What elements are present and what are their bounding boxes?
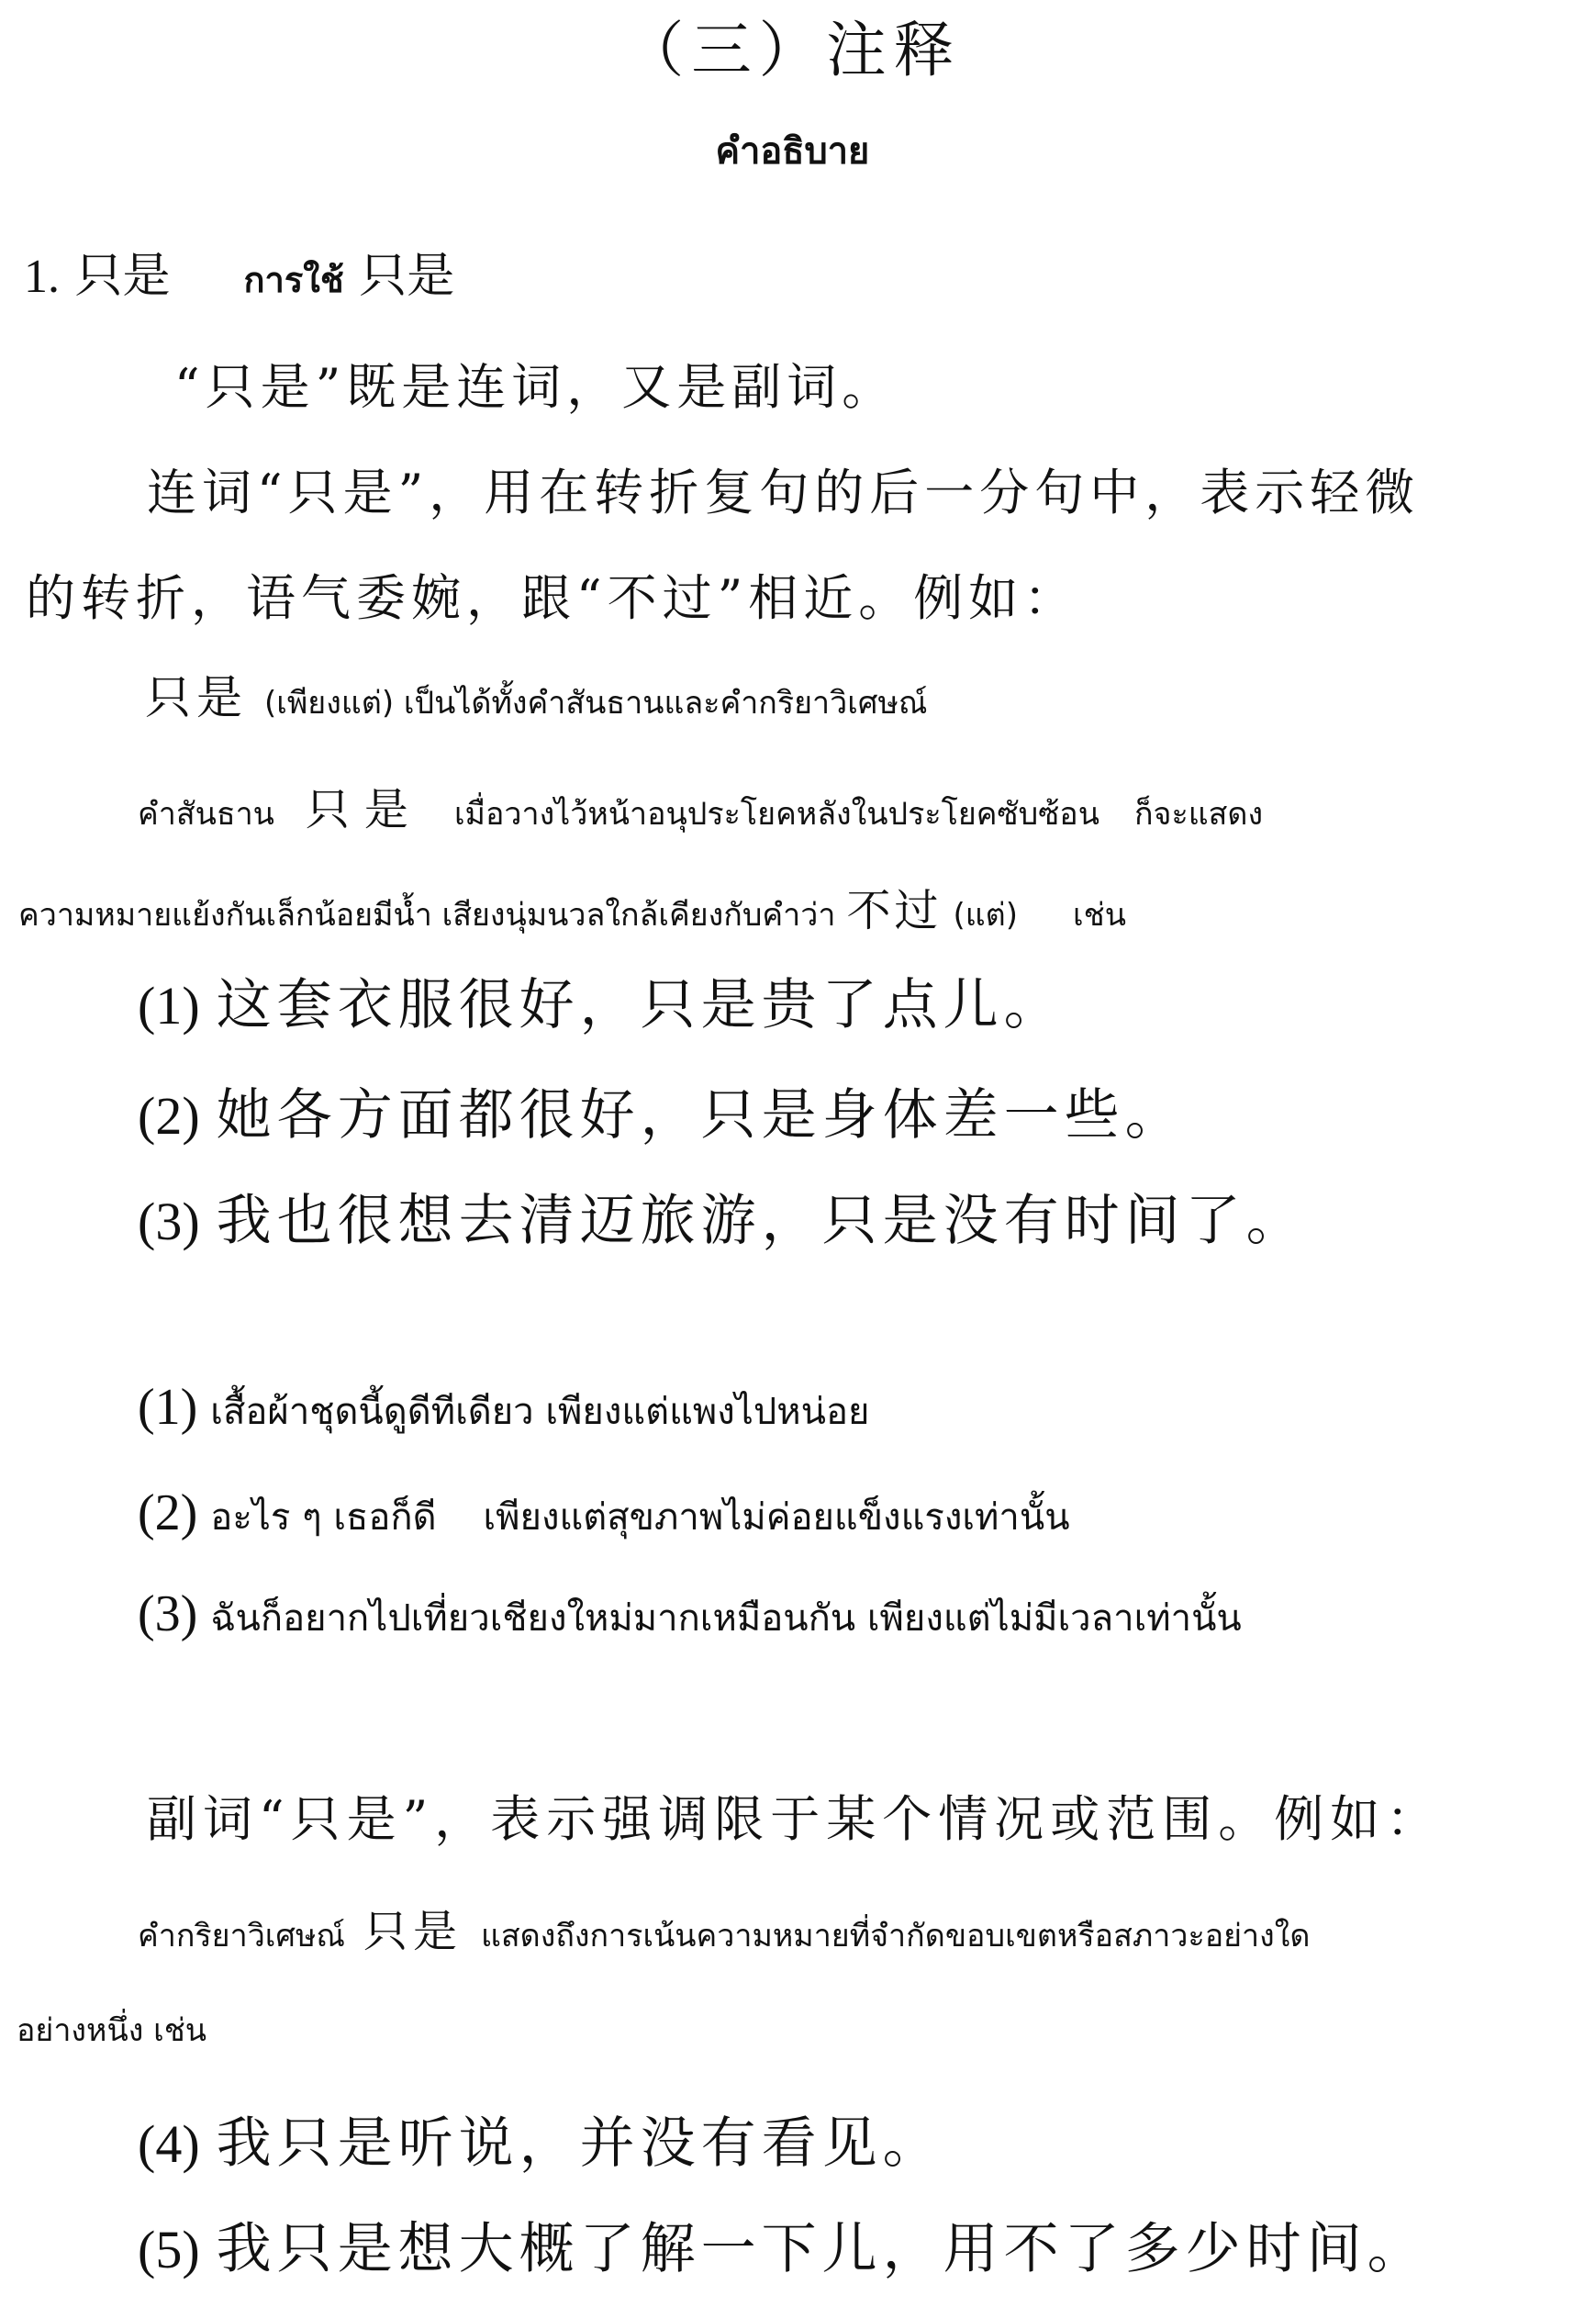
translation-sentence xyxy=(138,1484,1070,1541)
example-number: (5) xyxy=(138,2220,200,2279)
thai-text: คำกริยาวิเศษณ์ xyxy=(138,1918,345,1954)
section-thai-label: การใช้ xyxy=(243,260,344,300)
example-sentence xyxy=(138,1083,1186,1148)
thai-text: ความหมายแย้งกันเล็กน้อยมีน้ำ เสียงนุ่มนวลใกล้เคียงกับคำว่า xyxy=(18,897,836,934)
term-inline: 只是 xyxy=(363,1906,463,1957)
translation-text: ฉันก็อยากไปเที่ยวเชียงใหม่มากเหมือนกัน เพียงแต่ไม่มีเวลาเท่านั้น xyxy=(210,1597,1242,1640)
example-number: (4) xyxy=(138,2114,200,2174)
thai-note-adverb-line1 xyxy=(138,1906,1311,1957)
translation-sentence xyxy=(138,1379,870,1436)
thai-note-definition xyxy=(145,671,928,724)
translation-sentence xyxy=(138,1585,1242,1642)
paragraph-intro: “只是”既是连词，又是副词。 xyxy=(174,358,898,416)
example-sentence xyxy=(138,973,1065,1037)
term-inline: 只是 xyxy=(145,671,248,724)
thai-definition-text: (เพียงแต่) เป็นได้ทั้งคำสันธานและคำกริยาวิเศษณ์ xyxy=(264,685,928,722)
thai-text: แสดงถึงการเน้นความหมายที่จำกัดขอบเขตหรือสภาวะอย่างใด xyxy=(480,1918,1311,1954)
translation-number: (3) xyxy=(138,1585,198,1642)
example-sentence xyxy=(138,2111,943,2176)
thai-note-conjunction-line2 xyxy=(18,885,1126,936)
section-number: 1. xyxy=(24,251,60,303)
thai-text: (แต่) xyxy=(953,897,1018,934)
example-text: 她各方面都很好，只是身体差一些。 xyxy=(216,1083,1186,1148)
example-number: (3) xyxy=(138,1192,200,1251)
thai-text: ก็จะแสดง xyxy=(1133,796,1264,833)
example-text: 这套衣服很好，只是贵了点儿。 xyxy=(216,973,1065,1037)
section-heading xyxy=(24,249,455,304)
thai-note-adverb-line2: อย่างหนึ่ง เช่น xyxy=(17,2012,207,2049)
section-term: 只是 xyxy=(74,249,171,304)
translation-number: (1) xyxy=(138,1379,198,1436)
paragraph-adverb: 副词“只是”，表示强调限于某个情况或范围。例如： xyxy=(147,1790,1443,1848)
example-number: (2) xyxy=(138,1086,200,1146)
translation-text: อะไร ๆ เธอก็ดี เพียงแต่สุขภาพไม่ค่อยแข็งแรงเท่านั้น xyxy=(210,1496,1070,1539)
example-sentence xyxy=(138,1189,1307,1253)
paragraph-conjunction-line2: 的转折，语气委婉，跟“不过”相近。例如： xyxy=(26,569,1079,627)
thai-note-conjunction-line1 xyxy=(138,784,1264,835)
thai-text: เช่น xyxy=(1073,897,1126,934)
example-sentence xyxy=(138,2217,1428,2281)
page-subtitle: คำอธิบาย xyxy=(715,130,870,173)
translation-text: เสื้อผ้าชุดนี้ดูดีทีเดียว เพียงแต่แพงไปหน่อย xyxy=(210,1391,870,1433)
example-text: 我只是听说，并没有看见。 xyxy=(216,2111,943,2176)
translation-number: (2) xyxy=(138,1484,198,1541)
example-number: (1) xyxy=(138,976,200,1036)
thai-text: เมื่อวางไว้หน้าอนุประโยคหลังในประโยคซับซ้อน xyxy=(453,796,1099,833)
term-inline: 只是 xyxy=(305,784,423,835)
example-text: 我也很想去清迈旅游，只是没有时间了。 xyxy=(216,1189,1307,1253)
section-term-repeat: 只是 xyxy=(359,249,455,304)
page-title: （三）注释 xyxy=(623,15,962,85)
term-inline: 不过 xyxy=(846,885,943,936)
paragraph-conjunction-line1: 连词“只是”，用在转折复句的后一分句中，表示轻微 xyxy=(147,464,1421,521)
example-text: 我只是想大概了解一下儿，用不了多少时间。 xyxy=(216,2217,1428,2281)
thai-text: คำสันธาน xyxy=(138,796,274,833)
